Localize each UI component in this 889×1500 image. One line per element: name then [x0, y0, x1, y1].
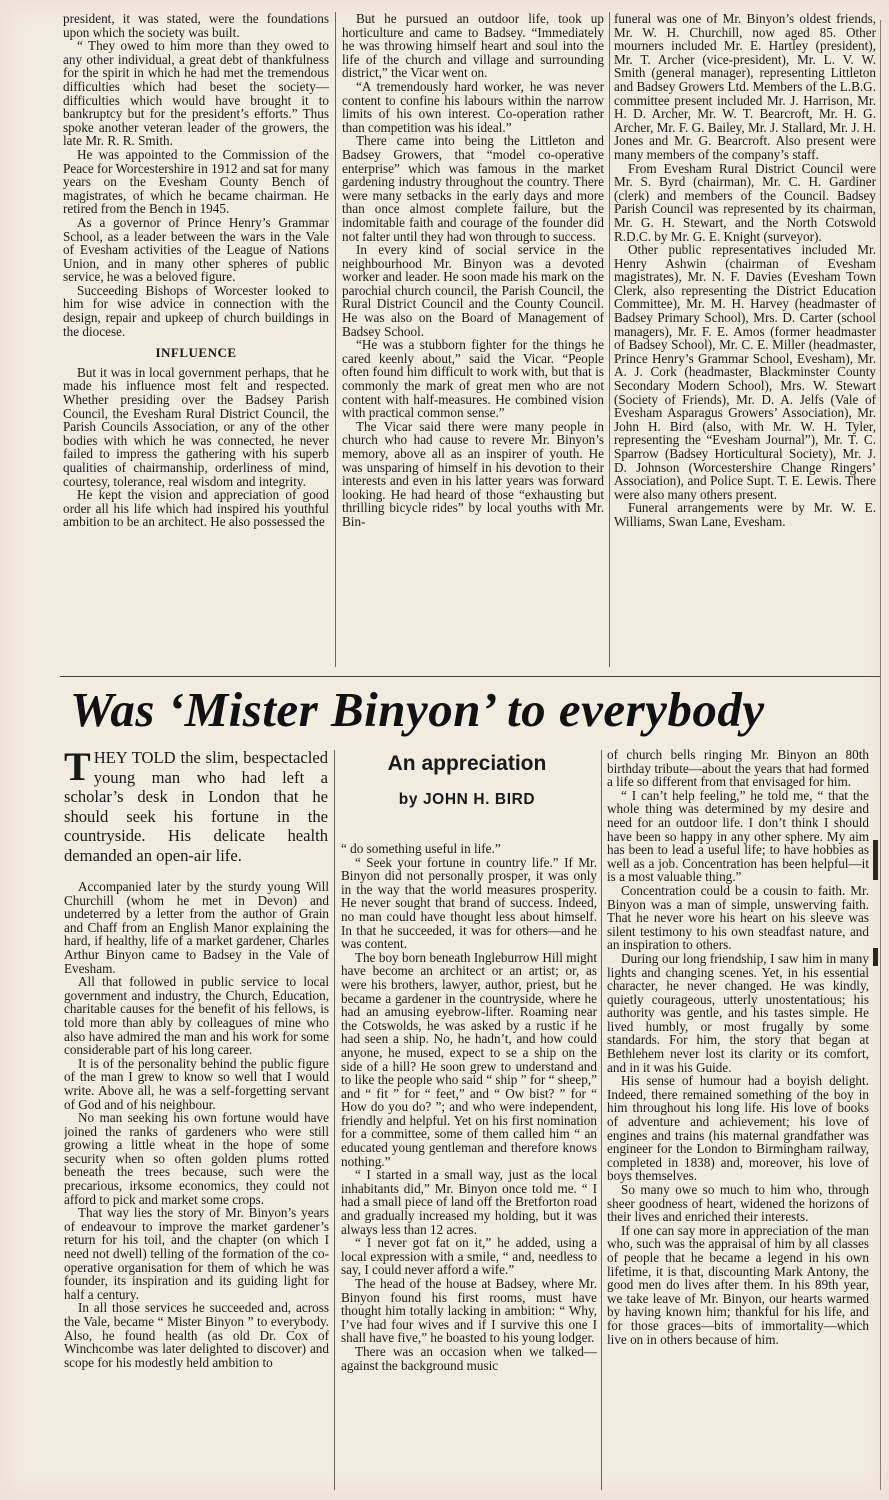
- paragraph: of church bells ringing Mr. Binyon an 80th birthday tribute—about the years that had formed a life so different from that envisaged for him.: [607, 748, 869, 790]
- paragraph: “ I started in a small way, just as the local inhabitants did,” Mr. Binyon once told me. “ I had a small piece of land off the Bretforton road and gradually increased my holding, but it was always less than 12 acres.: [341, 1167, 597, 1237]
- paragraph: In all those services he succeeded and, across the Vale, became “ Mister Binyon ” to everybody. Also, he found health (as old Dr. Cox of Winchcombe was later delighted to discover) and scope for his modestly held ambition to: [64, 1300, 329, 1370]
- appreciation-column-1: [64, 880, 329, 1492]
- paragraph: In every kind of social service in the neighbourhood Mr. Binyon was a devoted worker and leader. He soon made his mark on the parochial church council, the Parish Council, the Rural District Council and the County Council. He was also on the Board of Management of Badsey School.: [342, 242, 604, 339]
- paragraph: The boy born beneath Ingleburrow Hill might have become an architect or an artist; or, as were his brothers, lawyer, author, priest, but he became a gardener in the countryside, where he had an amusing eyebrow-lifter. Roaming near the Cotswolds, he was asked by a rustic if he had seen a ship. No, he hadn’t, and how could anyone, he mused, expect to se a ship on the side of a hill? He soon grew to understand and to like the people who said “ ship ” for “ sheep,” and “ fit ” for “ feet,” and “ Ow bist? ” for “ How do you do? ”; and who were independent, friendly and helpful. Yet on his first nomination for a committee, some of them called him “ an educated young gentleman and therefore knows nothing.”: [341, 949, 597, 1169]
- appreciation-column-2: [341, 842, 597, 1492]
- column-rule: [335, 12, 336, 667]
- drop-cap: T: [64, 744, 91, 789]
- intro-text: HEY TOLD the slim, bespectacled young man who had left a scholar’s desk in London that he should seek his fortune in the countryside. His delicate health demanded an open-air life.: [64, 748, 328, 865]
- paragraph: Other public representatives included Mr. Henry Ashwin (chairman of Evesham magistrates), Mr. N. F. Davies (Evesham Town Clerk, also representing the District Education Committee), Mr. M. H. Harvey (headmaster of Badsey Primary School), Mrs. D. Carter (school managers), Mr. F. E. Amos (former headmaster of Badsey School), Mr. C. E. Miller (headmaster, Prince Henry’s Grammar School, Evesham), Mr. A. J. Cork (headmaster, Blackminster County Secondary Modern School), Mrs. W. Stewart (Society of Friends), Mr. D. A. Jelfs (Vale of Evesham Asparagus Growers’ Association), Mr. John H. Bird (also, with Mr. W. H. Tyler, representing the “Evesham Journal”), Mr. T. C. Sparrow (Badsey Horticultural Society), Mr. J. D. Johnson (Worcestershire Change Ringers’ Association), and Police Supt. T. E. Lewis. There were also many others present.: [614, 242, 876, 502]
- section-divider: [60, 676, 880, 677]
- paragraph: funeral was one of Mr. Binyon’s oldest friends, Mr. W. H. Churchill, now aged 85. Other mourners included Mr. E. Hartley (president), Mr. T. Archer (vice-president), Mr. L. V. W. Smith (general manager), representing Littleton and Badsey Growers Ltd. Members of the L.B.G. committee present included Mr. J. Harrison, Mr. H. D. Archer, Mr. W. T. Bearcroft, Mr. H. G. Archer, Mr. F. G. Bailey, Mr. J. Stallard, Mr. J. H. Jones and Mr. G. Bearcroft. Also present were many members of the company’s staff.: [614, 12, 876, 162]
- paragraph: As a governor of Prince Henry’s Grammar School, as a leader between the wars in the Vale of Evesham activities of the League of Nations Union, and in many other spheres of public service, he was a beloved figure.: [63, 214, 329, 285]
- paragraph: If one can say more in appreciation of the man who, such was the appraisal of him by all classes of people that he became a legend in his own lifetime, it is that, discounting Mark Antony, the good men do lives after them. In his 89th year, we take leave of Mr. Binyon, our hearts warmed by having known him; thankful for his life, and for those graces—bits of immortality—which live on in others because of him.: [607, 1222, 869, 1347]
- column-rule: [609, 12, 610, 667]
- paragraph: From Evesham Rural District Council were Mr. S. Byrd (chairman), Mr. C. H. Gardiner (clerk) and members of the Council. Badsey Parish Council was represented by its chairman, Mr. G. H. Stewart, and the North Cotswold R.D.C. by Mr. G. E. Knight (surveyor).: [614, 160, 876, 244]
- column-rule: [334, 750, 335, 1490]
- paragraph: Accompanied later by the sturdy young Will Churchill (whom he met in Devon) and undeterred by a letter from the author of Grain and Chaff from an English Manor explaining the hard, if healthy, life of a market gardener, Charles Arthur Binyon came to Badsey in the Vale of Evesham.: [64, 880, 329, 976]
- intro-paragraph: [64, 744, 328, 865]
- headline: Was ‘Mister Binyon’ to everybody: [70, 682, 765, 737]
- paragraph: “A tremendously hard worker, he was never content to confine his labours within the narrow limits of his own interest. Co-operation rather than competition was his ideal.”: [342, 78, 604, 135]
- paragraph: “ I never got fat on it,” he added, using a local expression with a smile, “ and, needless to say, I could never afford a wife.”: [341, 1235, 597, 1278]
- column-rule: [601, 750, 602, 1490]
- paragraph: The Vicar said there were many people in church who had cause to revere Mr. Binyon’s memory, above all as an inspirer of youth. He was unsparing of himself in his devotion to their interests and even in his latter years was forward looking. He had heard of those “exhausting but thrilling bicycle rides” by local youths with Mr. Bin-: [342, 418, 604, 529]
- paragraph: But he pursued an outdoor life, took up horticulture and came to Badsey. “Immediately he was throwing himself heart and soul into the life of the church and village and surrounding district,” the Vicar went on.: [342, 12, 604, 81]
- paragraph: It is of the personality behind the public figure of the man I grew to know so well that I would write. Above all, he was a self-forgetting servant of God and of his neighbour.: [64, 1055, 329, 1112]
- paragraph: That way lies the story of Mr. Binyon’s years of endeavour to improve the market gardener’s return for his toil, and the chapter (on which I need not dwell) telling of the formation of the co-operative organisation for them of which he was founder, its inspiration and its guiding light for half a century.: [64, 1205, 329, 1302]
- paragraph: Funeral arrangements were by Mr. W. E. Williams, Swan Lane, Evesham.: [614, 500, 876, 529]
- paragraph: “ They owed to him more than they owed to any other individual, a great debt of thankfulness for the spirit in which he had met the tremendous difficulties which had beset the society—difficulties which would have brought it to bankruptcy but for the president’s efforts.” Thus spoke another veteran leader of the growers, the late Mr. R. R. Smith.: [63, 38, 329, 149]
- paragraph: “ I can’t help feeling,” he told me, “ that the whole thing was determined by my desire and need for an outdoor life. I don’t think I should have been so happy in any other sphere. My aim has been to lead a useful life; to have hobbies as well as a job. Concentration has been helpful—it is a most valuable thing.”: [607, 787, 869, 885]
- paragraph: His sense of humour had a boyish delight. Indeed, there remained something of the boy in him throughout his long life. His love of books of adventure and achievement; his love of engines and trains (his maternal grandfather was engineer for the London to Birmingham railway, completed in 1838) and, moreover, his love of boys themselves.: [607, 1073, 869, 1184]
- edge-mark: [873, 840, 878, 880]
- edge-mark: [873, 948, 878, 966]
- paragraph: No man seeking his own fortune would have joined the ranks of gardeners who were still growing a little wheat in the hope of some security when so often golden plums rotted beneath the trees because, such were the precarious, irksome economics, they could not afford to pick and market some crops.: [64, 1110, 329, 1207]
- paragraph: “ do something useful in life.”: [341, 842, 501, 856]
- appreciation-column-3: [607, 748, 869, 1492]
- paragraph: All that followed in public service to local government and industry, the Church, Education, charitable causes for the benefit of his fellows, is told more than ably by colleagues of mine who also have admired the man and his work for some considerable part of his long career.: [64, 974, 329, 1058]
- paragraph: “He was a stubborn fighter for the things he cared keenly about,” said the Vicar. “People often found him difficult to work with, but that is commonly the mark of great men who are not content with half-measures. He combined vision with practical common sense.”: [342, 337, 604, 421]
- paragraph: Succeeding Bishops of Worcester looked to him for wise advice in connection with the design, repair and upkeep of church buildings in the diocese.: [63, 282, 329, 339]
- paragraph: Concentration could be a cousin to faith. Mr. Binyon was a man of simple, unswerving faith. That he never wore his heart on his sleeve was silent testimony to his own steadfast nature, and an inspiration to others.: [607, 882, 869, 953]
- paragraph: He kept the vision and appreciation of good order all his life which had inspired his youthful ambition to be an architect. He also possessed the: [63, 487, 329, 530]
- paragraph: There came into being the Littleton and Badsey Growers, that “model co-operative enterprise” which was famous in the market gardening industry throughout the country. There were many setbacks in the early days and more than once almost complete failure, but the indomitable faith and courage of the founder did not falter until they had won through to success.: [342, 133, 604, 244]
- paragraph: During our long friendship, I saw him in many lights and changing scenes. Yet, in his essential character, he never changed. He was kindly, quietly courageous, utterly unostentatious; his authority was gentle, and his tastes simple. He lived humbly, or most frugally by some standards. For him, the story that began at Bethlehem never lost its clarity or its comfort, and in it was his Guide.: [607, 950, 869, 1075]
- byline: by JOHN H. BIRD: [398, 791, 536, 808]
- paragraph: The head of the house at Badsey, where Mr. Binyon found his first rooms, must have thought him totally lacking in ambition: “ Why, I’ve had four wives and if I survive this one I shall have five,” he boasted to his young lodger.: [341, 1276, 597, 1346]
- paragraph: “ Seek your fortune in country life.” If Mr. Binyon did not personally prosper, it was only in the way that the world measures prosperity. He never sought that brand of success. Indeed, no man could have thought less about himself. In that he succeeded, it was for others—and he was content.: [341, 854, 597, 952]
- paragraph: There was an occasion when we talked—against the background music: [341, 1343, 597, 1373]
- article-subtitle: An appreciation: [387, 752, 547, 775]
- clipping-edge-rule: [880, 20, 881, 1490]
- top-article-column-2: [342, 12, 604, 672]
- paragraph: president, it was stated, were the foundations upon which the society was built.: [63, 12, 329, 40]
- top-article-column-1: [63, 12, 329, 672]
- paragraph: So many owe so much to him who, through sheer goodness of heart, widened the horizons of their lives and enriched their interests.: [607, 1182, 869, 1225]
- paragraph: But it was in local government perhaps, that he made his influence most felt and respected. Whether presiding over the Badsey Parish Council, the Evesham Rural District Council, the Parish Councils Association, or any of the other bodies with which he was connected, he never failed to impress the gathering with his superb qualities of chairmanship, orderliness of mind, courtesy, tolerance, real wisdom and integrity.: [63, 364, 329, 489]
- top-article-column-3: [614, 12, 876, 672]
- section-heading: INFLUENCE: [155, 345, 237, 361]
- paragraph: He was appointed to the Commission of the Peace for Worcestershire in 1912 and sat for many years on the Evesham County Bench of magistrates, of which he became chairman. He retired from the Bench in 1945.: [63, 146, 329, 217]
